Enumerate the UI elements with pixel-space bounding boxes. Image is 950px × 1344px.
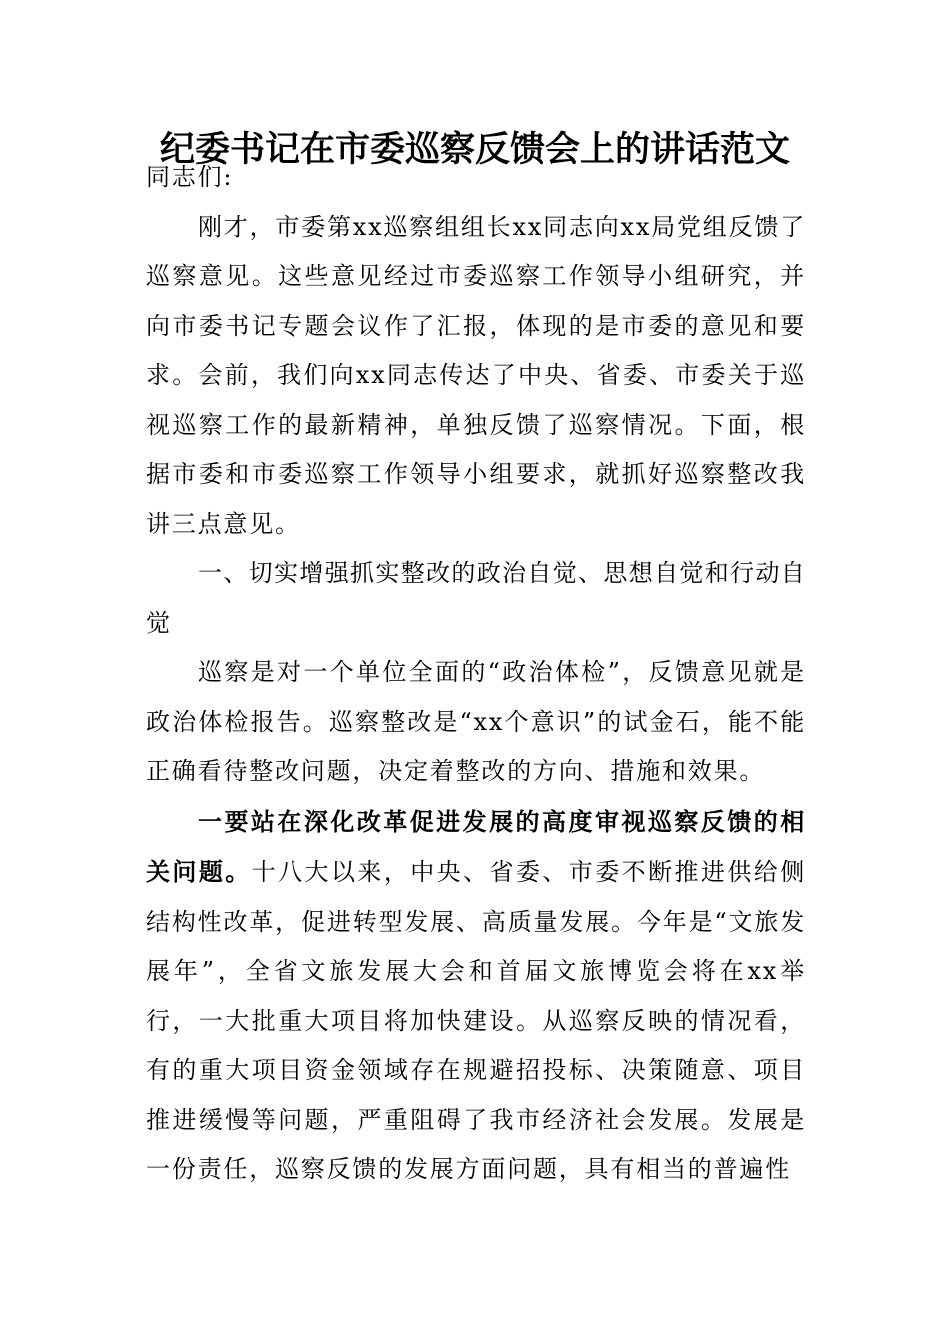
salutation: 同志们: bbox=[146, 163, 234, 191]
paragraph-political-checkup: 巡察是对一个单位全面的“政治体检”，反馈意见就是政治体检报告。巡察整改是“xx个意识”的试金石，能不能正确看待整改问题，决定着整改的方向、措施和效果。 bbox=[146, 658, 806, 785]
paragraph-body-text: 十八大以来，中央、省委、市委不断推进供给侧结构性改革，促进转型发展、高质量发展。今年是“文旅发展年”，全省文旅发展大会和首届文旅博览会将在xx举行，一大批重大项目将加快建设。从巡察反映的情况看，有的重大项目资金领域存在规避招投标、决策随意、项目推进缓慢等问题，严重阻碍了我市经济社会发展。发展是一份责任，巡察反馈的发展方面问题，具有相当的普遍性 bbox=[146, 858, 806, 1183]
paragraph-intro: 刚才，市委第xx巡察组组长xx同志向xx局党组反馈了巡察意见。这些意见经过市委巡察工作领导小组研究，并向市委书记专题会议作了汇报，体现的是市委的意见和要求。会前，我们向xx同志传达了中央、省委、市委关于巡视巡察工作的最新精神，单独反馈了巡察情况。下面，根据市委和市委巡察工作领导小组要求，就抓好巡察整改我讲三点意见。 bbox=[146, 212, 807, 538]
paragraph-lead-sentence: 一要站在深化改革促进发展的高度审视巡察反馈的相关问题。 bbox=[146, 806, 806, 886]
document-body bbox=[146, 153, 806, 1195]
section-heading-1: 一、切实增强抓实整改的政治自觉、思想自觉和行动自觉 bbox=[146, 559, 806, 637]
paragraph-reform-development bbox=[146, 797, 806, 1195]
document-title: 纪委书记在市委巡察反馈会上的讲话范文 bbox=[159, 129, 790, 170]
